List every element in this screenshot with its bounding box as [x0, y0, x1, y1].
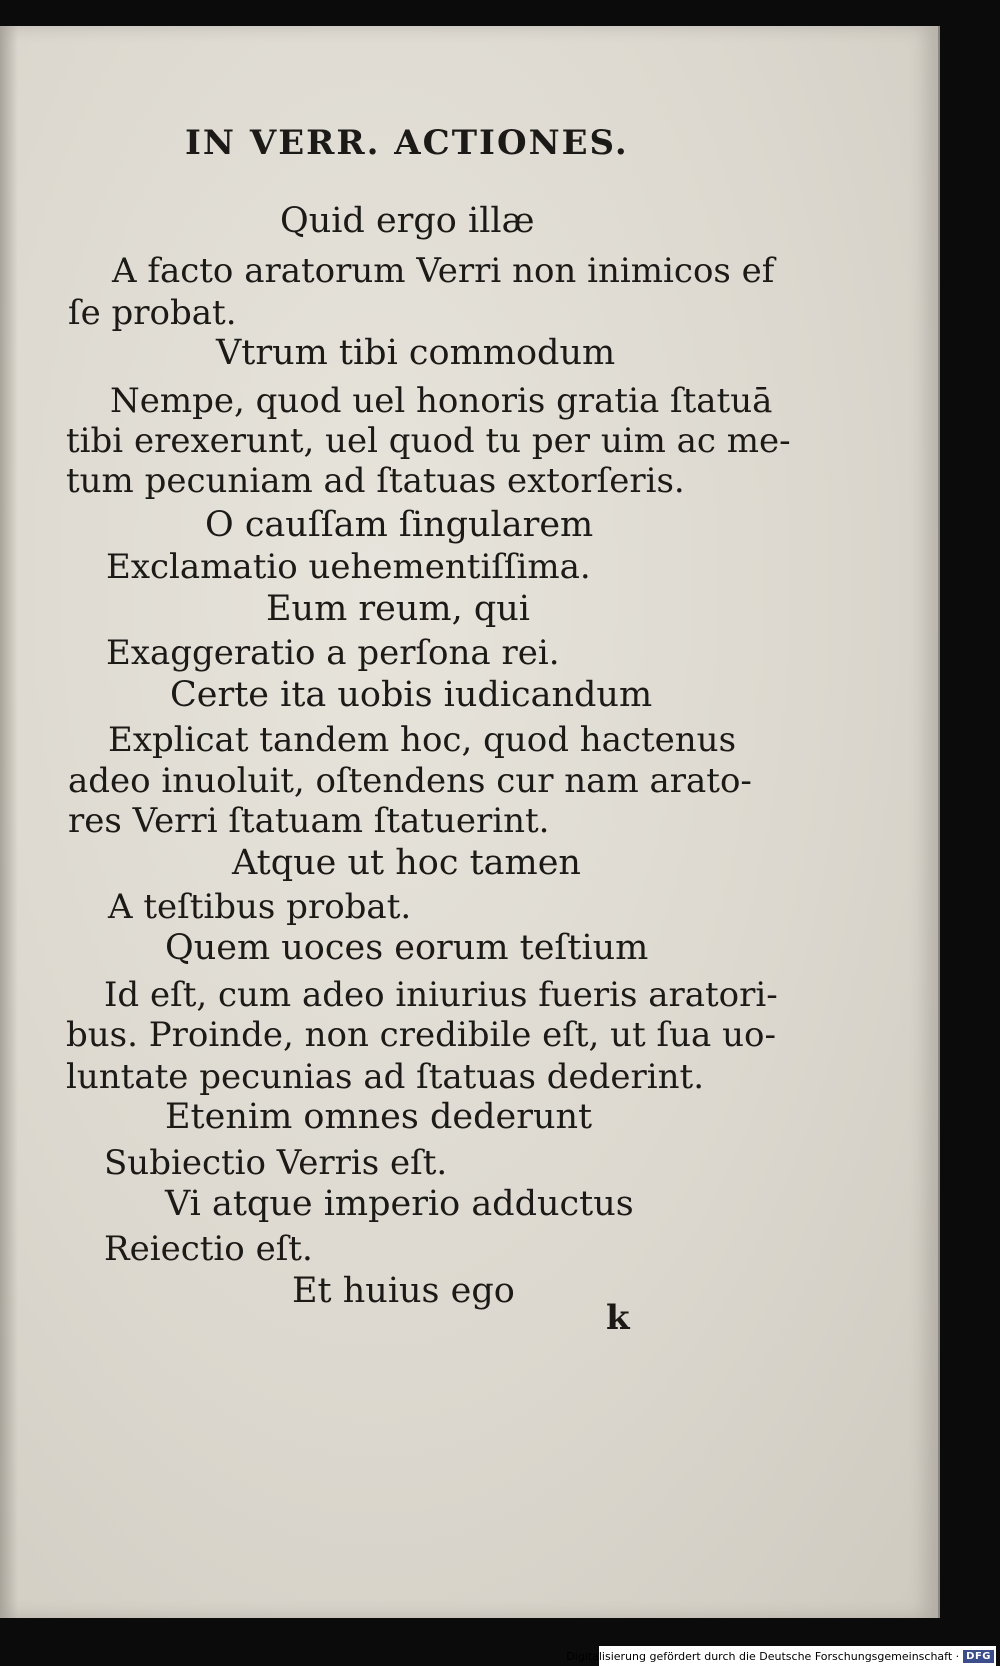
commentary-line: Subiectio Verris eſt.: [104, 1143, 448, 1183]
commentary-line: Reiectio eſt.: [104, 1229, 313, 1269]
commentary-line: A facto aratorum Verri non inimicos ef: [112, 251, 775, 291]
lemma-line: Vtrum tibi commodum: [216, 333, 616, 373]
credit-text: Digitalisierung gefördert durch die Deutsche Forschungsgemeinschaft ·: [566, 1649, 960, 1663]
lemma-line: Etenim omnes dederunt: [165, 1097, 593, 1137]
commentary-line: adeo inuoluit, oſtendens cur nam arato-: [68, 761, 752, 801]
commentary-line: ſe probat.: [68, 293, 237, 333]
commentary-line: Exclamatio uehementiſſima.: [106, 547, 591, 587]
lemma-line: Eum reum, qui: [266, 589, 530, 629]
commentary-line: Explicat tandem hoc, quod hactenus: [108, 720, 737, 760]
lemma-line: Et huius ego: [292, 1271, 515, 1311]
dfg-logo: DFG: [963, 1650, 994, 1663]
signature-mark: k: [606, 1298, 630, 1338]
lemma-line: O cauſſam ſingularem: [205, 505, 594, 545]
lemma-line: Quem uoces eorum teſtium: [165, 928, 649, 968]
commentary-line: Exaggeratio a perſona rei.: [106, 633, 560, 673]
commentary-line: luntate pecunias ad ſtatuas dederint.: [66, 1057, 705, 1097]
commentary-line: Nempe, quod uel honoris gratia ſtatuā: [110, 381, 773, 421]
commentary-line: Id eſt, cum adeo iniurius fueris aratori-: [104, 975, 778, 1015]
page-gutter-shadow: [0, 26, 18, 1618]
commentary-line: tum pecuniam ad ſtatuas extorſeris.: [66, 461, 685, 501]
commentary-line: bus. Proinde, non credibile eſt, ut ſua uo-: [66, 1015, 776, 1055]
lemma-line: Quid ergo illæ: [280, 201, 535, 241]
lemma-line: Vi atque imperio adductus: [165, 1184, 634, 1224]
commentary-line: A teſtibus probat.: [108, 887, 412, 927]
digitization-credit: [566, 1646, 996, 1666]
commentary-line: res Verri ſtatuam ſtatuerint.: [68, 801, 550, 841]
running-head: IN VERR. ACTIONES.: [185, 123, 629, 163]
book-page: [0, 26, 940, 1618]
lemma-line: Atque ut hoc tamen: [232, 843, 581, 883]
lemma-line: Certe ita uobis iudicandum: [170, 675, 653, 715]
commentary-line: tibi erexerunt, uel quod tu per uim ac me-: [66, 421, 791, 461]
